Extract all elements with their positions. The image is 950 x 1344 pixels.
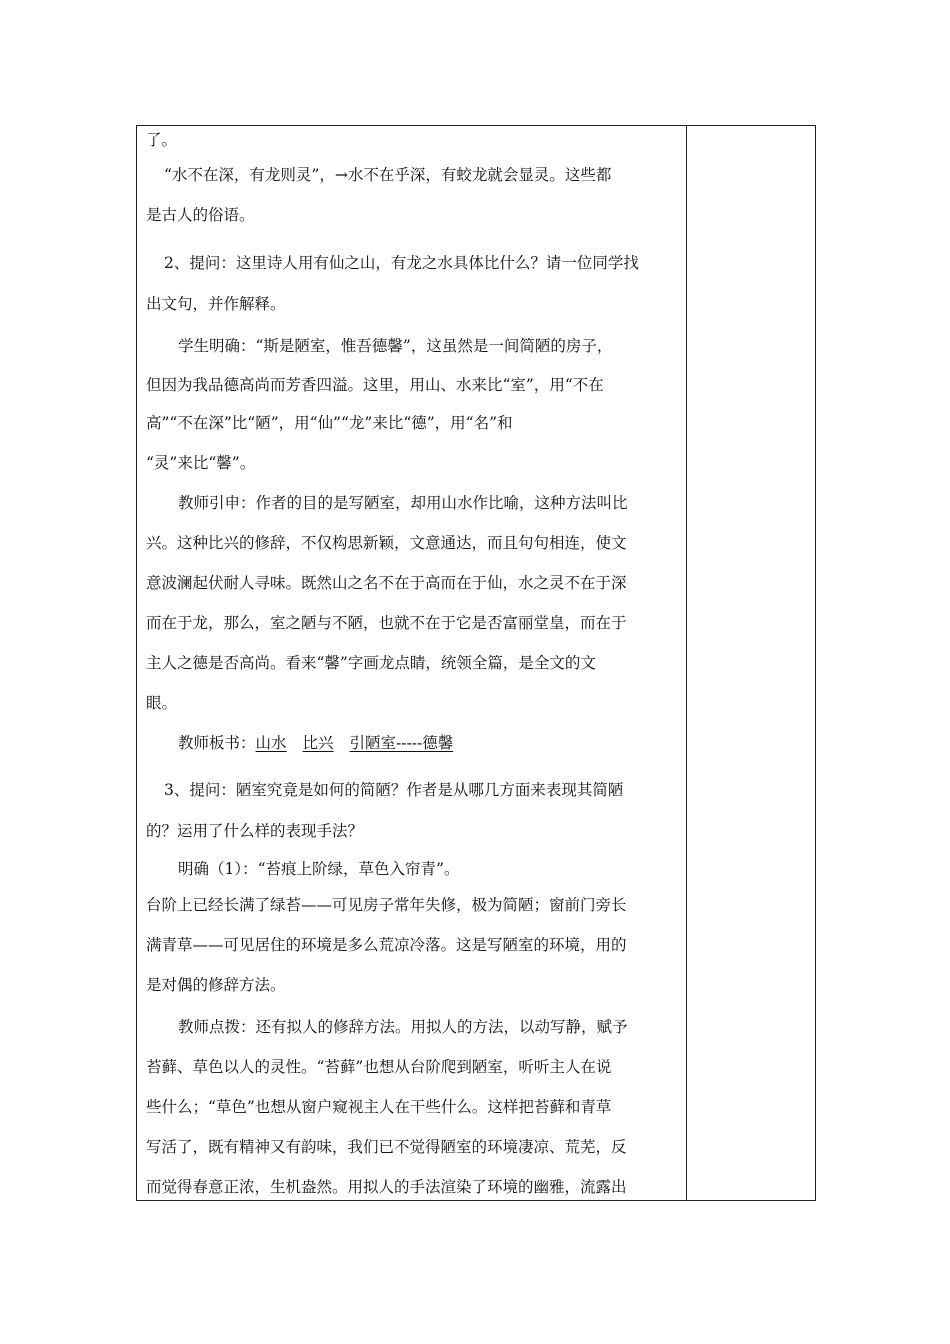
- text-line: 明确（1）：“苔痕上阶绿，草色入帘青”。: [178, 860, 460, 878]
- text-line: 写活了，既有精神又有韵味，我们已不觉得陋室的环境凄凉、荒芜，反: [146, 1138, 627, 1156]
- text-line: 苔藓、草色以人的灵性。“苔藓”也想从台阶爬到陋室，听听主人在说: [146, 1058, 612, 1076]
- question-3-line: 3、提问：陋室究竟是如何的简陋？作者是从哪几方面来表现其简陋: [164, 781, 624, 799]
- question-2-line: 2、提问：这里诗人用有仙之山，有龙之水具体比什么？请一位同学找: [164, 254, 639, 272]
- text-line: 主人之德是否高尚。看来“馨”字画龙点睛，统领全篇，是全文的文: [146, 654, 596, 672]
- text-line: “水不在深，有龙则灵”，→水不在乎深，有蛟龙就会显灵。这些都: [164, 166, 612, 184]
- text-line: 而在于龙，那么，室之陋与不陋，也就不在于它是否富丽堂皇，而在于: [146, 614, 627, 632]
- text-line: 学生明确：“斯是陋室，惟吾德馨”，这虽然是一间简陋的房子，: [178, 337, 613, 355]
- text-line: 意波澜起伏耐人寻味。既然山之名不在于高而在于仙，水之灵不在于深: [146, 574, 627, 592]
- text-line: “灵”来比“馨”。: [146, 454, 256, 472]
- text-line: 高”“不在深”比“陋”，用“仙”“龙”来比“德”，用“名”和: [146, 414, 513, 432]
- text-line: 是对偶的修辞方法。: [146, 976, 286, 994]
- text-line: 的？运用了什么样的表现手法？: [146, 822, 364, 840]
- text-line: 教师引申：作者的目的是写陋室，却用山水作比喻，这种方法叫比: [178, 494, 628, 512]
- text-line: 而觉得春意正浓，生机盎然。用拟人的手法渲染了环境的幽雅，流露出: [146, 1178, 627, 1196]
- board-item-b: 比兴: [302, 734, 334, 752]
- text-line: 些什么；“草色”也想从窗户窥视主人在干些什么。这样把苔藓和青草: [146, 1098, 612, 1116]
- text-line: 但因为我品德高尚而芳香四溢。这里，用山、水来比“室”，用“不在: [146, 376, 604, 394]
- text-line: 出文句，并作解释。: [146, 295, 286, 313]
- text-line: 台阶上已经长满了绿苔——可见房子常年失修，极为简陋；窗前门旁长: [146, 896, 627, 914]
- board-label: 教师板书：: [178, 734, 256, 752]
- text-line: 是古人的俗语。: [146, 206, 255, 224]
- board-item-c: 引陋室-----德馨: [349, 734, 454, 752]
- text-line: 眼。: [146, 694, 178, 712]
- text-line: 了。: [146, 131, 178, 149]
- text-line: 兴。这种比兴的修辞，不仅构思新颖，文意通达，而且句句相连，使文: [146, 534, 627, 552]
- board-writing: [178, 733, 453, 753]
- text-line: 满青草——可见居住的环境是多么荒凉冷落。这是写陋室的环境，用的: [146, 936, 627, 954]
- board-item-a: 山水: [255, 734, 287, 752]
- column-divider: [686, 125, 687, 1201]
- text-line: 教师点拨：还有拟人的修辞方法。用拟人的方法，以动写静，赋予: [178, 1018, 628, 1036]
